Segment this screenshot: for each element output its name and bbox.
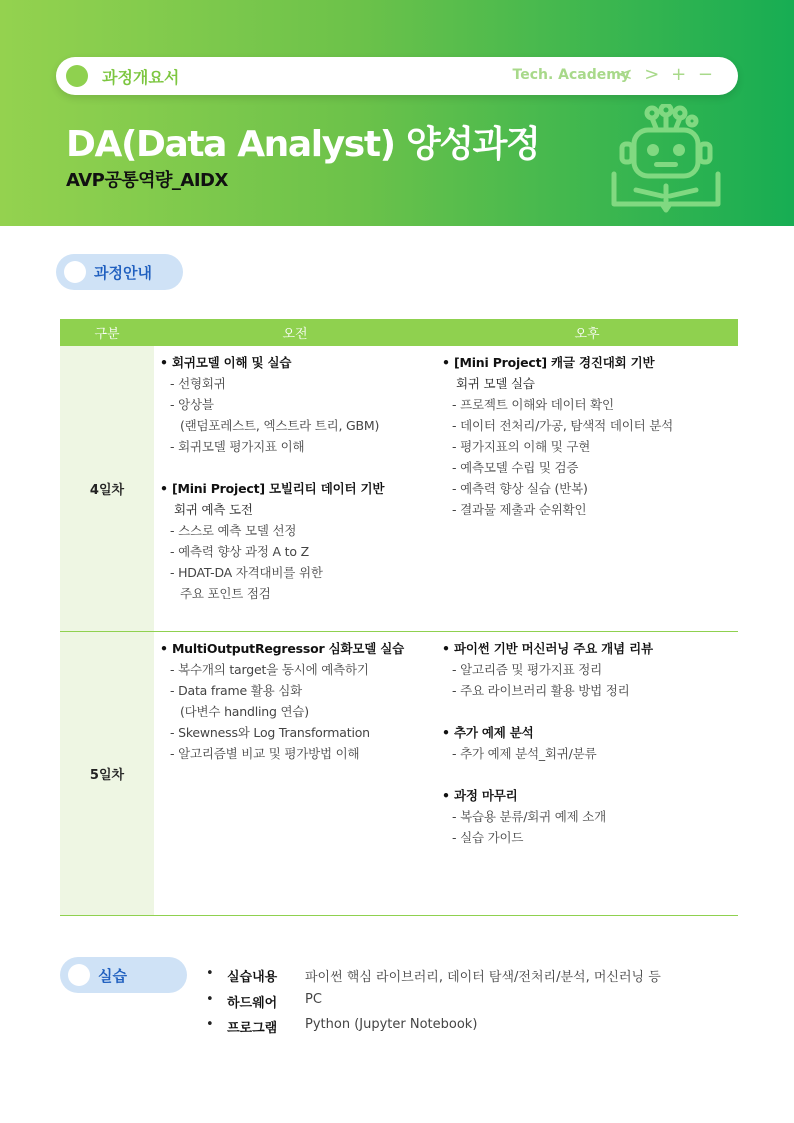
practice-value: PC <box>305 991 322 1007</box>
bullet: • <box>206 991 214 1007</box>
topic-subitem: - 앙상블 <box>170 397 214 412</box>
schedule-table <box>60 319 738 916</box>
section-title-practice: 실습 <box>98 967 127 985</box>
topic-subitem: (다변수 handling 연습) <box>180 703 309 719</box>
column-header-category: 구분 <box>60 319 154 346</box>
column-header-morning: 오전 <box>154 319 436 346</box>
topic-heading: • 과정 마무리 <box>442 787 518 803</box>
topic-subitem: - 알고리즘별 비교 및 평가방법 이해 <box>170 745 360 761</box>
pill-dot <box>68 964 90 986</box>
afternoon-cell <box>436 346 738 631</box>
topic-subitem: - 평가지표의 이해 및 구현 <box>452 439 591 454</box>
pill-dot <box>64 261 86 283</box>
practice-value: Python (Jupyter Notebook) <box>305 1017 478 1032</box>
topic-subitem: - Skewness와 Log Transformation <box>170 724 370 740</box>
bullet: • <box>206 966 214 981</box>
afternoon-cell <box>436 631 738 915</box>
topic-subitem: - 추가 예제 분석_회귀/분류 <box>452 745 597 761</box>
topic-subitem: - 선형회귀 <box>170 376 226 391</box>
page-title: DA(Data Analyst) 양성과정 <box>66 124 540 165</box>
topic-subitem: 주요 포인트 점검 <box>180 586 271 601</box>
morning-cell <box>154 346 436 631</box>
header-banner <box>0 0 794 226</box>
topic-heading: • 회귀모델 이해 및 실습 <box>160 355 292 370</box>
topic-subitem: (랜덤포레스트, 엑스트라 트리, GBM) <box>180 418 380 433</box>
topic-subitem: - 예측모델 수립 및 검증 <box>452 460 579 475</box>
topic-subitem: - 데이터 전처리/가공, 탐색적 데이터 분석 <box>452 418 673 433</box>
topic-subitem: - 복습용 분류/회귀 예제 소개 <box>452 808 607 824</box>
spacer <box>436 701 738 722</box>
topic-subitem: - 예측력 향상 실습 (반복) <box>452 481 588 496</box>
topic-heading: • [Mini Project] 모빌리티 데이터 기반 <box>160 481 385 496</box>
practice-value: 파이썬 핵심 라이브러리, 데이터 탐색/전처리/분석, 머신러닝 등 <box>305 970 661 985</box>
practice-key: 프로그램 <box>227 1021 278 1036</box>
practice-key: 하드웨어 <box>227 995 278 1011</box>
spacer <box>154 457 436 478</box>
topic-heading: • MultiOutputRegressor 심화모델 실습 <box>160 640 405 656</box>
topic-subitem: - 알고리즘 및 평가지표 정리 <box>452 661 603 677</box>
document-type-label: 과정개요서 <box>102 68 180 87</box>
topic-subitem: - 복수개의 target을 동시에 예측하기 <box>170 661 369 677</box>
practice-key: 실습내용 <box>227 970 278 985</box>
topic-subitem: - HDAT-DA 자격대비를 위한 <box>170 565 323 580</box>
topic-heading: • [Mini Project] 캐글 경진대회 기반 <box>442 355 655 370</box>
nav-icons: < > + − <box>617 64 716 85</box>
topbar-dot <box>66 65 88 87</box>
topic-heading: • 추가 예제 분석 <box>442 724 534 740</box>
topic-subitem: - 주요 라이브러리 활용 방법 정리 <box>452 682 630 698</box>
topic-subitem: - 프로젝트 이해와 데이터 확인 <box>452 397 614 412</box>
topic-subitem: - 결과물 제출과 순위확인 <box>452 502 587 517</box>
top-bar <box>56 57 738 95</box>
topic-subitem: - Data frame 활용 심화 <box>170 682 303 698</box>
topic-subitem: - 예측력 향상 과정 A to Z <box>170 544 309 559</box>
table-row <box>60 631 738 915</box>
morning-cell <box>154 631 436 915</box>
topic-heading-continued: 회귀 모델 실습 <box>456 376 535 391</box>
section-title-guide: 과정안내 <box>94 264 152 282</box>
section-pill-guide <box>56 254 183 290</box>
topic-heading-continued: 회귀 예측 도전 <box>174 502 253 517</box>
day-cell: 4일차 <box>60 346 154 631</box>
topic-subitem: - 회귀모델 평가지표 이해 <box>170 439 305 454</box>
column-header-afternoon: 오후 <box>436 319 738 346</box>
page-subtitle: AVP공통역량_AIDX <box>66 170 228 191</box>
spacer <box>436 764 738 785</box>
brand-name: Tech. Academy <box>512 67 630 83</box>
table-row <box>60 346 738 631</box>
bullet: • <box>206 1017 214 1032</box>
day-cell: 5일차 <box>60 631 154 915</box>
topic-heading: • 파이썬 기반 머신러닝 주요 개념 리뷰 <box>442 640 653 656</box>
topic-subitem: - 스스로 예측 모델 선정 <box>170 523 297 538</box>
robot-reading-book-icon <box>606 104 726 214</box>
section-pill-practice <box>60 957 187 993</box>
table-header-row <box>60 319 738 346</box>
topic-subitem: - 실습 가이드 <box>452 829 524 845</box>
